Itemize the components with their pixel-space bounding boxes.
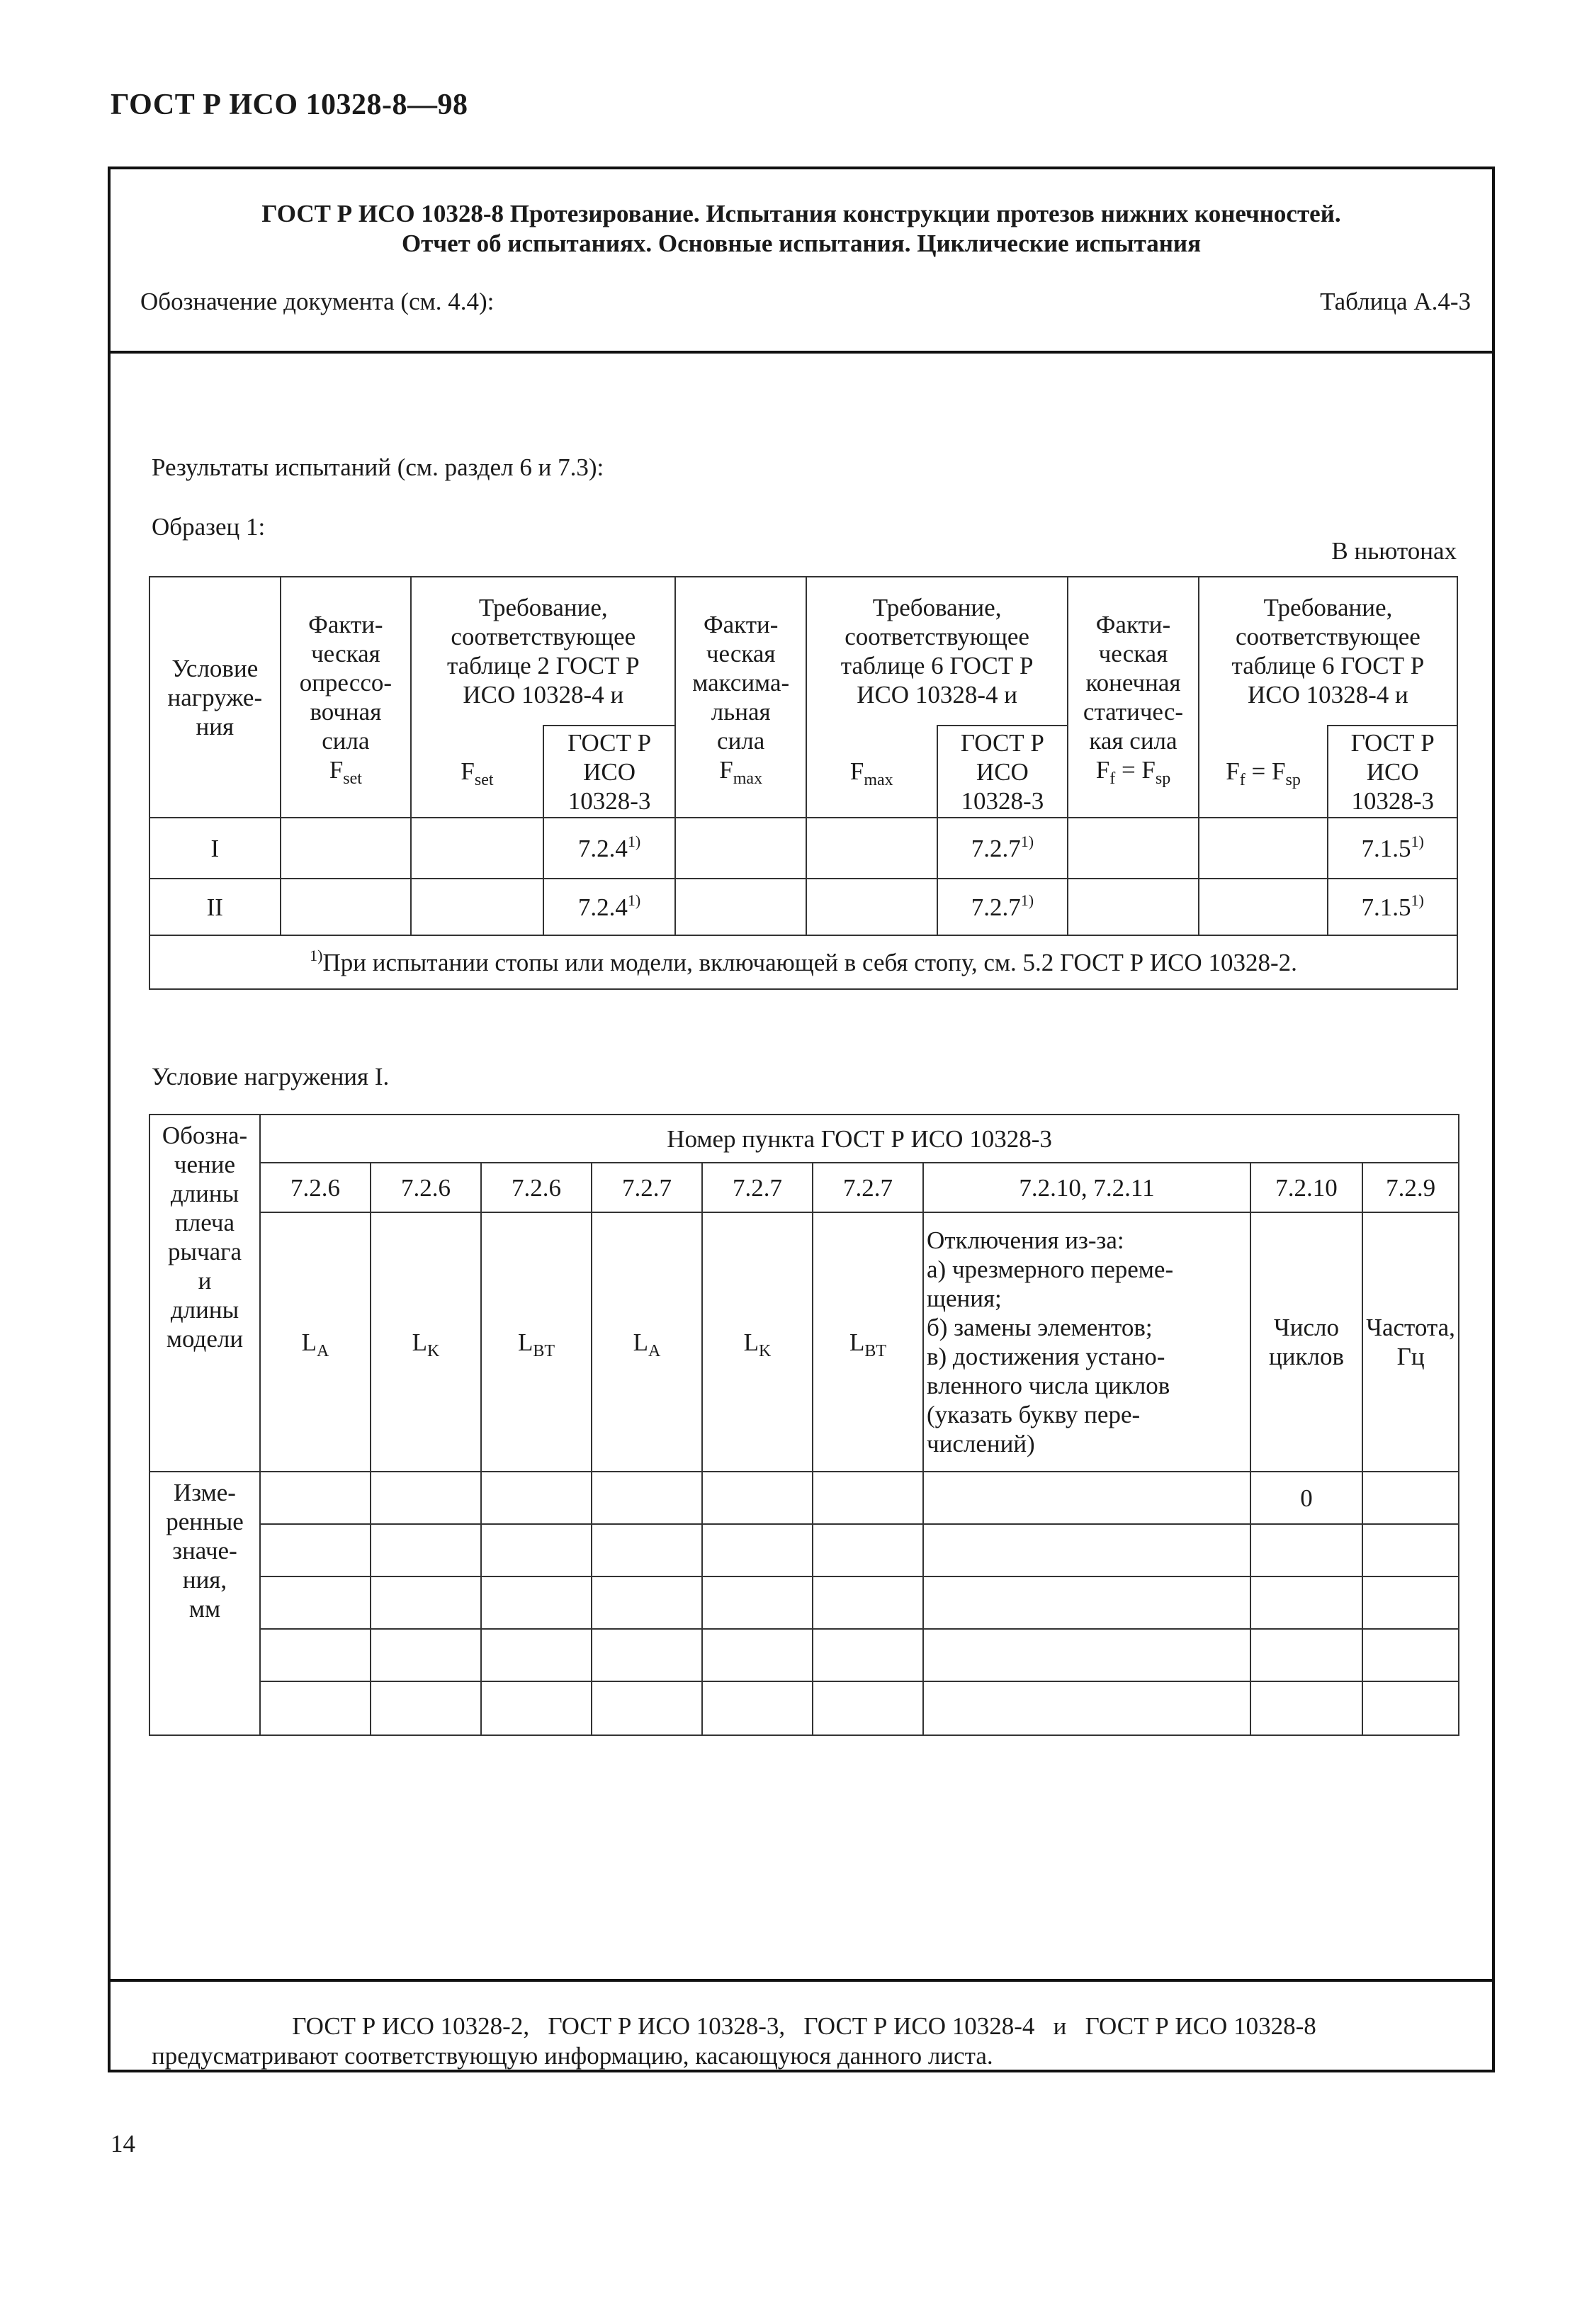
- value-cell[interactable]: [481, 1681, 592, 1735]
- value-cell[interactable]: [1068, 818, 1199, 879]
- value-cell[interactable]: [481, 1524, 592, 1576]
- page-header: ГОСТ Р ИСО 10328-8—98: [111, 89, 468, 121]
- header-requirement-table2: Требование, соответствующее таблице 2 ГОСТ Р ИСО 10328-4 и: [411, 577, 675, 726]
- value-cell[interactable]: [675, 818, 806, 879]
- value-cell[interactable]: [260, 1524, 371, 1576]
- load-condition-title: Условие нагружения I.: [152, 1063, 390, 1090]
- header-actual-set-force: Факти- ческая опрессо- вочная сила $F_{set}$: [281, 577, 412, 818]
- table-footnote: $^{1)}$При испытании стопы или модели, включающей в себя стопу, см. 5.2 ГОСТ Р ИСО 10328-2.: [149, 935, 1457, 989]
- value-cell[interactable]: [592, 1576, 702, 1629]
- value-cell[interactable]: [923, 1576, 1250, 1629]
- clause-cell: 7.2.10, 7.2.11: [923, 1163, 1250, 1212]
- value-cell[interactable]: [1362, 1576, 1459, 1629]
- table-row: [149, 1524, 1459, 1576]
- value-cell[interactable]: [411, 818, 543, 879]
- table-row: [149, 1472, 1459, 1524]
- header-gost-10328-3: ГОСТ Р ИСО 10328-3: [937, 726, 1068, 818]
- value-cell[interactable]: [1362, 1681, 1459, 1735]
- value-cell[interactable]: [1362, 1472, 1459, 1524]
- standards-note-line2: предусматривают соответствующую информацию, касающуюся данного листа.: [152, 2042, 993, 2070]
- header-fmax-required: $F_{max}$: [806, 726, 937, 818]
- symbol-lbt: $L_{BT}$: [481, 1212, 592, 1472]
- sample-label: Образец 1:: [152, 513, 266, 541]
- value-cell[interactable]: [481, 1472, 592, 1524]
- value-cell[interactable]: [592, 1472, 702, 1524]
- symbol-lbt: $L_{BT}$: [813, 1212, 923, 1472]
- results-intro: Результаты испытаний (см. раздел 6 и 7.3):: [152, 453, 604, 481]
- value-cell[interactable]: [1362, 1629, 1459, 1681]
- form-title-line1: ГОСТ Р ИСО 10328-8 Протезирование. Испытания конструкции протезов нижних конечностей.: [261, 200, 1341, 227]
- value-cell[interactable]: [1068, 879, 1199, 935]
- value-cell[interactable]: [411, 879, 543, 935]
- table-row: [149, 879, 1457, 935]
- clause-cell: 7.2.6: [371, 1163, 481, 1212]
- value-cell[interactable]: [371, 1681, 481, 1735]
- frame-divider-top: [108, 351, 1495, 354]
- value-cell[interactable]: [1250, 1576, 1362, 1629]
- clause-cell: 7.1.5$^{1)}$: [1328, 879, 1457, 935]
- value-cell[interactable]: [702, 1524, 813, 1576]
- value-cell[interactable]: [371, 1576, 481, 1629]
- clause-cell: 7.2.9: [1362, 1163, 1459, 1212]
- header-gost-10328-3: ГОСТ Р ИСО 10328-3: [1328, 726, 1457, 818]
- header-fset-required: $F_{set}$: [411, 726, 543, 818]
- clause-number-header: Номер пункта ГОСТ Р ИСО 10328-3: [260, 1115, 1459, 1163]
- value-cell[interactable]: [481, 1629, 592, 1681]
- header-load-condition: Условие нагруже- ния: [149, 577, 281, 818]
- clause-cell: 7.2.6: [260, 1163, 371, 1212]
- header-actual-max-force: Факти- ческая максима- льная сила $F_{max}$: [675, 577, 806, 818]
- header-requirement-table6-final: Требование, соответствующее таблице 6 ГОСТ Р ИСО 10328-4 и: [1199, 577, 1457, 726]
- page-number: 14: [111, 2130, 135, 2157]
- value-cell[interactable]: [1362, 1524, 1459, 1576]
- clause-cell: 7.2.10: [1250, 1163, 1362, 1212]
- value-cell[interactable]: [675, 879, 806, 935]
- value-cell[interactable]: [702, 1629, 813, 1681]
- clause-cell: 7.1.5$^{1)}$: [1328, 818, 1457, 879]
- table-row: [149, 818, 1457, 879]
- table-row: [149, 1681, 1459, 1735]
- value-cell[interactable]: [1250, 1524, 1362, 1576]
- value-cell[interactable]: [281, 879, 412, 935]
- value-cell[interactable]: [923, 1681, 1250, 1735]
- frequency-header: Частота, Гц: [1362, 1212, 1459, 1472]
- forces-table: [149, 576, 1458, 990]
- clause-cell: 7.2.7: [702, 1163, 813, 1212]
- condition-cell: II: [149, 879, 281, 935]
- value-cell[interactable]: [813, 1576, 923, 1629]
- value-cell[interactable]: [371, 1629, 481, 1681]
- clause-cell: 7.2.4$^{1)}$: [543, 818, 676, 879]
- value-cell[interactable]: [1250, 1629, 1362, 1681]
- form-title-line2: Отчет об испытаниях. Основные испытания. Циклические испытания: [401, 230, 1202, 257]
- value-cell[interactable]: [813, 1472, 923, 1524]
- value-cell[interactable]: [923, 1524, 1250, 1576]
- value-cell[interactable]: [481, 1576, 592, 1629]
- header-actual-final-static-force: Факти- ческая конечная статичес- кая сила $F_f = F_{sp}$: [1068, 577, 1199, 818]
- value-cell[interactable]: [1199, 879, 1328, 935]
- value-cell[interactable]: [923, 1472, 1250, 1524]
- units-label: В ньютонах: [1331, 537, 1457, 565]
- clause-cell: 7.2.6: [481, 1163, 592, 1212]
- symbol-la: $L_A$: [260, 1212, 371, 1472]
- value-cell[interactable]: [260, 1629, 371, 1681]
- measurements-table: [149, 1114, 1459, 1736]
- value-cell[interactable]: [702, 1472, 813, 1524]
- cycles-value-cell[interactable]: 0: [1250, 1472, 1362, 1524]
- value-cell[interactable]: [371, 1472, 481, 1524]
- value-cell[interactable]: [371, 1524, 481, 1576]
- table-number: Таблица А.4-3: [1320, 288, 1471, 315]
- row-label-measured: Изме- ренные значе- ния, мм: [149, 1472, 260, 1735]
- condition-cell: I: [149, 818, 281, 879]
- clause-cell: 7.2.7: [592, 1163, 702, 1212]
- value-cell[interactable]: [260, 1681, 371, 1735]
- value-cell[interactable]: [281, 818, 412, 879]
- value-cell[interactable]: [813, 1681, 923, 1735]
- value-cell[interactable]: [923, 1629, 1250, 1681]
- cycles-header: Число циклов: [1250, 1212, 1362, 1472]
- table-row: [149, 1576, 1459, 1629]
- standards-note-line1: ГОСТ Р ИСО 10328-2, ГОСТ Р ИСО 10328-3, ГОСТ Р ИСО 10328-4 и ГОСТ Р ИСО 10328-8: [292, 2012, 1316, 2040]
- header-gost-10328-3: ГОСТ Р ИСО 10328-3: [543, 726, 676, 818]
- frame-divider-bottom: [108, 1979, 1495, 1982]
- row-label-designation: Обозна- чение длины плеча рычага и длины модели: [149, 1115, 260, 1472]
- symbol-la: $L_A$: [592, 1212, 702, 1472]
- value-cell[interactable]: [592, 1524, 702, 1576]
- value-cell[interactable]: [592, 1681, 702, 1735]
- header-requirement-table6-max: Требование, соответствующее таблице 6 ГОСТ Р ИСО 10328-4 и: [806, 577, 1068, 726]
- value-cell[interactable]: [1250, 1681, 1362, 1735]
- value-cell[interactable]: [813, 1524, 923, 1576]
- value-cell[interactable]: [1199, 818, 1328, 879]
- header-ff-required: $F_f = F_{sp}$: [1199, 726, 1328, 818]
- value-cell[interactable]: [702, 1681, 813, 1735]
- value-cell[interactable]: [260, 1576, 371, 1629]
- clause-cell: 7.2.7$^{1)}$: [937, 879, 1068, 935]
- document-designation-label: Обозначение документа (см. 4.4):: [140, 288, 495, 315]
- value-cell[interactable]: [806, 879, 937, 935]
- clause-cell: 7.2.4$^{1)}$: [543, 879, 676, 935]
- value-cell[interactable]: [702, 1576, 813, 1629]
- symbol-lk: $L_K$: [702, 1212, 813, 1472]
- value-cell[interactable]: [260, 1472, 371, 1524]
- symbol-lk: $L_K$: [371, 1212, 481, 1472]
- table-row: [149, 1629, 1459, 1681]
- clause-cell: 7.2.7: [813, 1163, 923, 1212]
- value-cell[interactable]: [813, 1629, 923, 1681]
- stop-reasons-cell: Отключения из-за: а) чрезмерного переме- щения; б) замены элементов; в) достижения устано- вленного числа циклов (указать букву пере- числений): [923, 1212, 1250, 1472]
- value-cell[interactable]: [592, 1629, 702, 1681]
- clause-cell: 7.2.7$^{1)}$: [937, 818, 1068, 879]
- value-cell[interactable]: [806, 818, 937, 879]
